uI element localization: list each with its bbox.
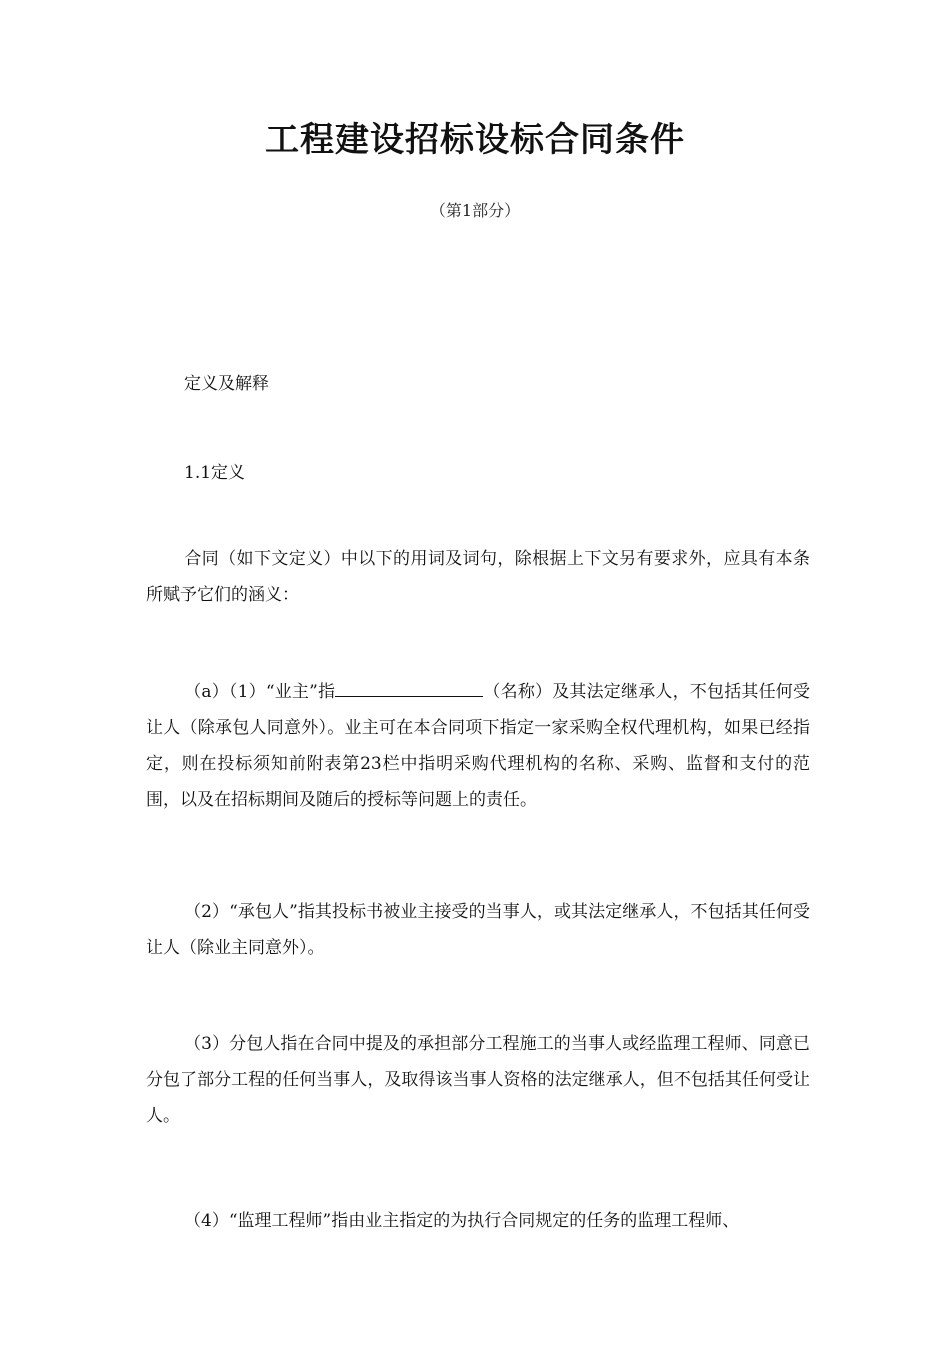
paragraph-4-text: （4）“监理工程师”指由业主指定的为执行合同规定的任务的监理工程师、 bbox=[184, 1211, 740, 1231]
paragraph-4-engineer bbox=[146, 1203, 810, 1239]
paragraph-a1-before-blank: （a）（1）“业主”指 bbox=[184, 682, 336, 702]
paragraph-intro-text: 合同（如下文定义）中以下的用词及词句，除根据上下文另有要求外，应具有本条所赋予它们的涵义： bbox=[146, 549, 810, 605]
paragraph-3-subcontractor bbox=[146, 1026, 810, 1134]
document-title: 工程建设招标设标合同条件 bbox=[265, 120, 685, 160]
paragraph-2-text: （2）“承包人”指其投标书被业主接受的当事人，或其法定继承人，不包括其任何受让人（除业主同意外）。 bbox=[146, 902, 810, 958]
paragraph-intro bbox=[146, 541, 810, 613]
section-heading-definitions bbox=[146, 366, 810, 402]
paragraph-2-contractor bbox=[146, 894, 810, 966]
section-heading-1-1 bbox=[146, 455, 810, 491]
paragraph-3-text: （3）分包人指在合同中提及的承担部分工程施工的当事人或经监理工程师、同意已分包了部分工程的任何当事人，及取得该当事人资格的法定继承人，但不包括其任何受让人。 bbox=[146, 1034, 810, 1126]
paragraph-a1-after-blank: （名称）及其法定继承人，不包括其任何受让人（除承包人同意外）。业主可在本合同项下指定一家采购全权代理机构，如果已经指定，则在投标须知前附表第23栏中指明采购代理机构的名称、采购、监督和支付的范围，以及在招标期间及随后的授标等问题上的责任。 bbox=[146, 682, 810, 810]
section-heading-1-1-text: 1.1定义 bbox=[184, 463, 246, 483]
section-heading-definitions-text: 定义及解释 bbox=[184, 374, 269, 394]
fill-in-blank-line bbox=[335, 678, 483, 697]
document-subtitle: （第1部分） bbox=[429, 201, 521, 220]
paragraph-a1-owner bbox=[146, 674, 810, 818]
